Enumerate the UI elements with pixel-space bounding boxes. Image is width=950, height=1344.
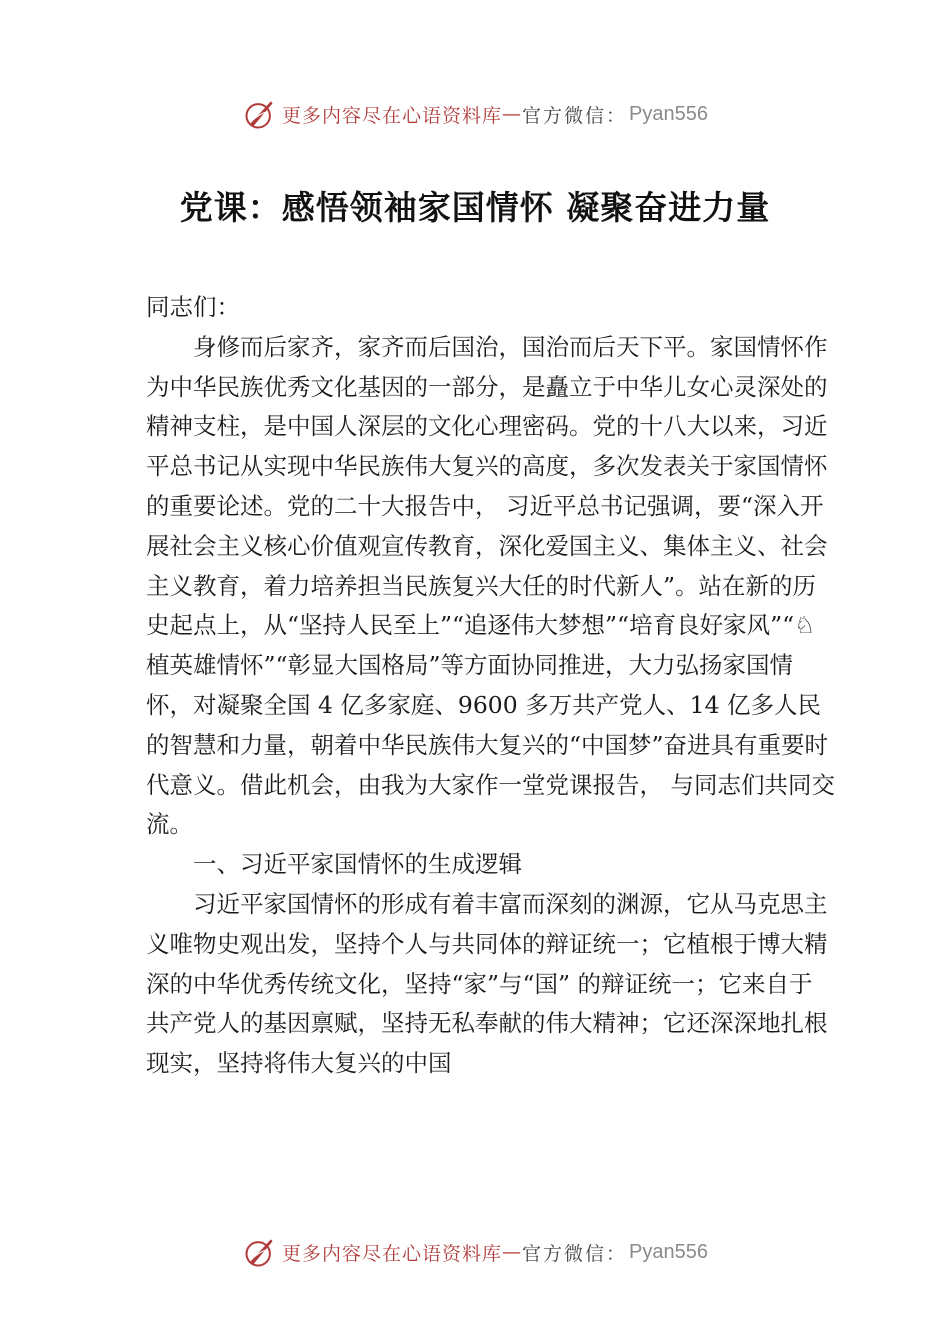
watermark-wechat-id: Pyan556 xyxy=(629,102,708,125)
watermark-text: 更多内容尽在心语资料库 xyxy=(282,104,503,127)
section-heading: 一、习近平家国情怀的生成逻辑 xyxy=(193,850,522,879)
salutation: 同志们： xyxy=(146,293,240,321)
quill-pen-logo-icon xyxy=(242,96,278,132)
document-title: 党课：感悟领袖家国情怀 凝聚奋进力量 xyxy=(179,188,771,227)
watermark-dash: — xyxy=(502,1241,523,1263)
watermark-wechat-label: 官方微信： xyxy=(522,104,628,127)
document-body xyxy=(146,288,836,1084)
watermark-dash: — xyxy=(502,103,523,125)
quill-pen-logo-icon xyxy=(242,1234,278,1270)
watermark-text: 更多内容尽在心语资料库 xyxy=(282,1242,503,1265)
intro-paragraph: 身修而后家齐，家齐而后国治，国治而后天下平。家国情怀作为中华民族优秀文化基因的一部分，是矗立于中华儿女心灵深处的精神支柱，是中国人深层的文化心理密码。党的十八大以来，习近平总书记从实现中华民族伟大复兴的高度，多次发表关于家国情怀的重要论述。党的二十大报告中， 习近平总书记强调，要“深入开展社会主义核心价值观宣传教育，深化爱国主义、集体主义、社会主义教育，着力培养担当民族复兴大任的时代新人”。站在新的历史起点上，从“坚持人民至上”“追逐伟大梦想”“培育良好家风”“♘植英雄情怀”“彰显大国格局”等方面协同推进，大力弘扬家国情怀，对凝聚全国 4 亿多家庭、9600 多万共产党人、14 亿多人民的智慧和力量，朝着中华民族伟大复兴的“中国梦”奋进具有重要时代意义。借此机会，由我为大家作一堂党课报告， 与同志们共同交流。 xyxy=(146,332,835,839)
section-paragraph: 习近平家国情怀的形成有着丰富而深刻的渊源，它从马克思主义唯物史观出发，坚持个人与共同体的辩证统一；它植根于博大精深的中华优秀传统文化，坚持“家”与“国” 的辩证统一；它来自于共产党人的基因禀赋，坚持无私奉献的伟大精神；它还深深地扎根现实，坚持将伟大复兴的中国 xyxy=(146,889,828,1078)
watermark-wechat-label: 官方微信： xyxy=(522,1242,628,1265)
watermark-banner-bottom xyxy=(0,1232,950,1272)
watermark-banner-top xyxy=(0,94,950,134)
watermark-wechat-id: Pyan556 xyxy=(629,1240,708,1263)
